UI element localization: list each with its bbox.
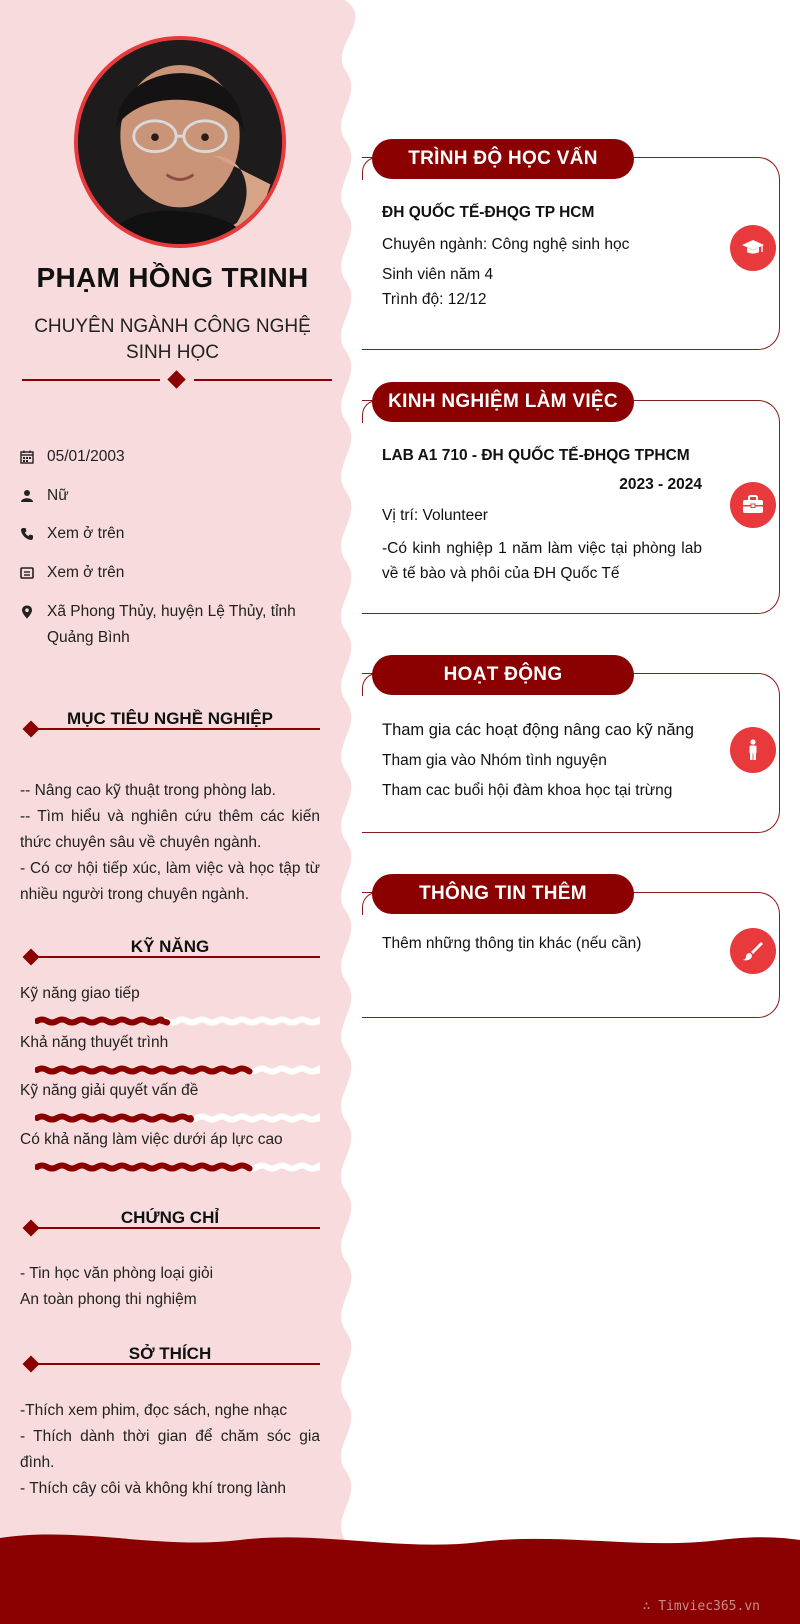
portrait-photo bbox=[78, 40, 282, 244]
objective-line: - Có cơ hội tiếp xúc, làm việc và học tập từ nhiều người trong chuyên ngành. bbox=[20, 860, 320, 903]
experience-period: 2023 - 2024 bbox=[619, 476, 702, 493]
left-column bbox=[0, 0, 345, 1565]
skill-bar-fill bbox=[37, 1166, 250, 1169]
skill-label: Kỹ năng giải quyết vấn đề bbox=[20, 1082, 199, 1099]
phone-value: Xem ở trên bbox=[47, 525, 125, 542]
skill-bar bbox=[35, 1111, 320, 1125]
briefcase-icon bbox=[741, 493, 765, 517]
experience-position: Vị trí: Volunteer bbox=[382, 507, 488, 524]
hobby-line: - Thích cây côi và không khí trong lành bbox=[20, 1480, 286, 1497]
experience-company: LAB A1 710 - ĐH QUỐC TẾ-ĐHQG TPHCM bbox=[382, 447, 690, 464]
user-icon bbox=[20, 489, 34, 503]
activities-card bbox=[362, 655, 780, 833]
skills-heading bbox=[20, 937, 320, 966]
brand-watermark: ∴ Timviec365.vn bbox=[642, 1599, 760, 1614]
job-title: CHUYÊN NGÀNH CÔNG NGHỆ SINH HỌC bbox=[34, 316, 311, 363]
experience-description: -Có kinh nghiệp 1 năm làm việc tại phòng lab về tế bào và phôi của ĐH Quốc Tế bbox=[382, 540, 702, 582]
gender-value: Nữ bbox=[47, 487, 69, 504]
address-value: Xã Phong Thủy, huyện Lệ Thủy, tỉnh Quảng Bình bbox=[47, 603, 296, 646]
education-badge bbox=[730, 225, 776, 271]
additional-text: Thêm những thông tin khác (nếu cần) bbox=[382, 935, 642, 952]
avatar bbox=[74, 36, 286, 248]
education-card bbox=[362, 139, 780, 350]
skill-label: Khả năng thuyết trình bbox=[20, 1034, 169, 1051]
graduation-cap-icon bbox=[741, 236, 765, 260]
experience-badge bbox=[730, 482, 776, 528]
calendar-icon bbox=[20, 450, 34, 464]
hobbies-text bbox=[20, 1398, 320, 1502]
education-school: ĐH QUỐC TẾ-ĐHQG TP HCM bbox=[382, 204, 595, 221]
activities-badge bbox=[730, 727, 776, 773]
full-name: PHẠM HỒNG TRINH bbox=[36, 262, 309, 293]
activities-title: HOẠT ĐỘNG bbox=[372, 655, 634, 695]
email-value: Xem ở trên bbox=[47, 564, 125, 581]
person-icon bbox=[741, 738, 765, 762]
additional-badge bbox=[730, 928, 776, 974]
activity-line: Tham cac buổi hội đàm khoa học tại trừng bbox=[382, 782, 673, 799]
skill-bar bbox=[35, 1014, 320, 1028]
skill-bar-fill bbox=[37, 1069, 250, 1072]
experience-card bbox=[362, 382, 780, 614]
skills-title: KỸ NĂNG bbox=[130, 937, 210, 956]
objective-line: -- Nâng cao kỹ thuật trong phòng lab. bbox=[20, 782, 276, 799]
certificate-line: An toàn phong thi nghiệm bbox=[20, 1291, 197, 1308]
additional-info-card bbox=[362, 874, 780, 1018]
objective-line: -- Tìm hiểu và nghiên cứu thêm các kiến thức chuyên sâu về chuyên ngành. bbox=[20, 808, 320, 851]
skill-label: Kỹ năng giao tiếp bbox=[20, 985, 140, 1002]
hobby-line: -Thích xem phim, đọc sách, nghe nhạc bbox=[20, 1402, 288, 1419]
phone-icon bbox=[20, 527, 34, 541]
education-level: Trình độ: 12/12 bbox=[382, 291, 487, 308]
education-major: Chuyên ngành: Công nghệ sinh học bbox=[382, 236, 630, 253]
email-icon bbox=[20, 566, 34, 580]
name-divider bbox=[22, 373, 332, 387]
activity-line: Tham gia các hoạt động nâng cao kỹ năng bbox=[382, 721, 694, 739]
objective-text bbox=[20, 778, 320, 908]
objective-title: MỤC TIÊU NGHỀ NGHIỆP bbox=[67, 709, 273, 728]
certificates-title: CHỨNG CHỈ bbox=[120, 1208, 220, 1227]
paintbrush-icon bbox=[741, 939, 765, 963]
hobby-line: - Thích dành thời gian để chăm sóc gia đình. bbox=[20, 1428, 320, 1471]
birthday-value: 05/01/2003 bbox=[47, 448, 125, 465]
hobbies-title: SỞ THÍCH bbox=[128, 1344, 212, 1363]
experience-title: KINH NGHIỆM LÀM VIỆC bbox=[372, 382, 634, 422]
certificates-heading bbox=[20, 1208, 320, 1237]
objective-heading bbox=[20, 709, 320, 738]
education-year: Sinh viên năm 4 bbox=[382, 266, 494, 283]
certificates-text bbox=[20, 1261, 320, 1313]
activity-line: Tham gia vào Nhóm tình nguyện bbox=[382, 752, 607, 769]
skill-bar bbox=[35, 1160, 320, 1174]
skill-label: Có khả năng làm việc dưới áp lực cao bbox=[20, 1131, 283, 1148]
additional-title: THÔNG TIN THÊM bbox=[372, 874, 634, 914]
certificate-line: - Tin học văn phòng loại giỏi bbox=[20, 1265, 214, 1282]
skill-bar bbox=[35, 1063, 320, 1077]
skill-bar-fill bbox=[37, 1020, 167, 1023]
skill-bar-fill bbox=[37, 1117, 191, 1120]
location-icon bbox=[20, 605, 34, 619]
education-title: TRÌNH ĐỘ HỌC VẤN bbox=[372, 139, 634, 179]
hobbies-heading bbox=[20, 1344, 320, 1373]
